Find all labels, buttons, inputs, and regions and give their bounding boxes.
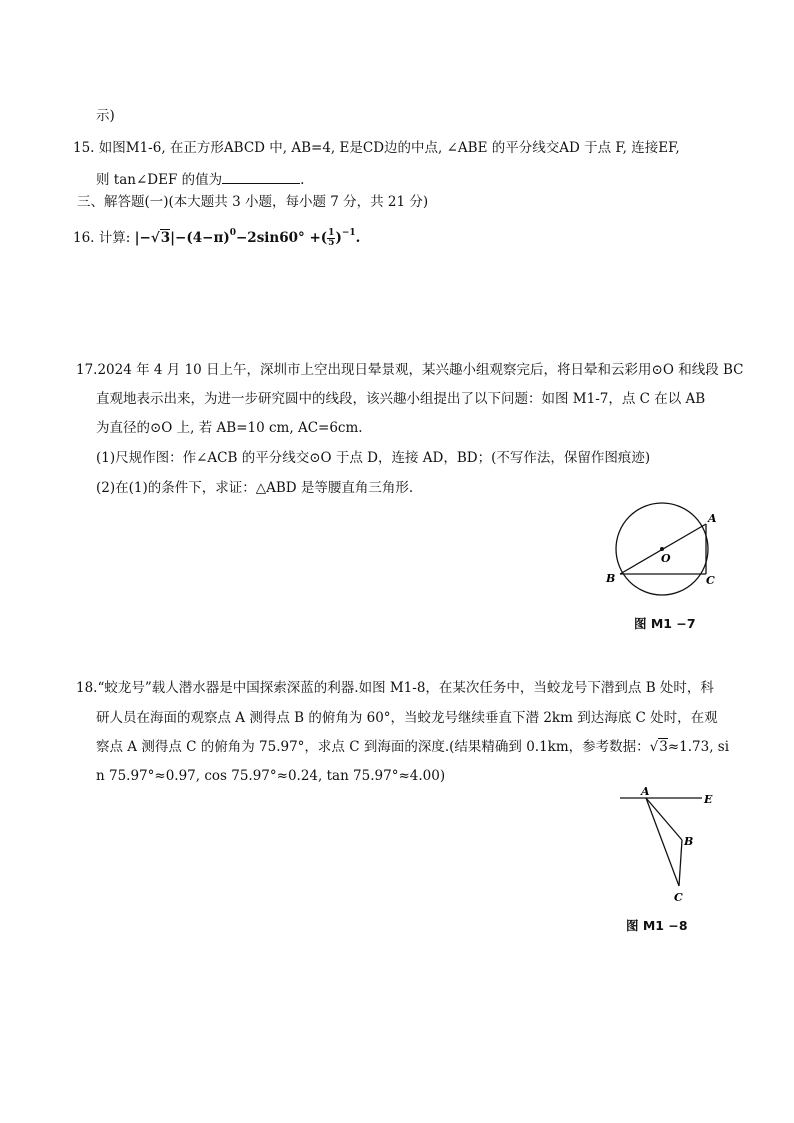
- label-e: E: [704, 793, 713, 806]
- q16-part3: −2sin60° +(: [235, 230, 328, 246]
- label-a: A: [641, 785, 650, 798]
- segment-bc: [679, 840, 682, 886]
- q18-sqrt-arg: 3: [659, 739, 668, 755]
- q16-frac-num: 1: [328, 228, 335, 238]
- label-b: B: [606, 572, 616, 585]
- q17-line1: 17.2024 年 4 月 10 日上午，深圳市上空出现日晕景观，某兴趣小组观察完后，将日晕和云彩用⊙O 和线段 BC: [76, 362, 744, 378]
- label-c: C: [706, 574, 715, 587]
- q17-part1: (1)尺规作图：作∠ACB 的平分线交⊙O 于点 D，连接 AD，BD；(不写作法，保留作图痕迹): [96, 450, 651, 466]
- q15-line2-text: 则 tan∠DEF 的值为: [96, 172, 223, 188]
- q16-line: [73, 220, 360, 251]
- segment-ab: [646, 798, 682, 840]
- label-a: A: [708, 512, 717, 525]
- label-c: C: [674, 891, 683, 904]
- q17-part2: (2)在(1)的条件下，求证：△ABD 是等腰直角三角形.: [96, 480, 414, 496]
- q16-prefix: 16. 计算:: [73, 230, 135, 246]
- label-o: O: [661, 552, 671, 565]
- q16-part1: |−: [134, 230, 151, 246]
- q15-line2-end: .: [300, 172, 305, 188]
- q16-exponent-neg1: −1: [341, 228, 356, 238]
- q18-line4: n 75.97°≈0.97, cos 75.97°≈0.24, tan 75.97°≈4.00): [96, 768, 446, 784]
- q18-line3-text: 察点 A 测得点 C 的俯角为 75.97°，求点 C 到海面的深度.(结果精确到 0.1km，参考数据：: [96, 739, 650, 755]
- q15-line1: 15. 如图M1-6, 在正方形ABCD 中, AB=4, E是CD边的中点, ∠ABE 的平分线交AD 于点 F, 连接EF,: [73, 140, 680, 156]
- segment-ac: [646, 798, 679, 886]
- figure-m1-7-caption: 图 M1 −7: [634, 616, 696, 631]
- q14-tail: 示): [96, 108, 115, 124]
- center-point: [660, 547, 664, 551]
- q16-part4: ): [335, 230, 342, 246]
- q16-expression: $|-√3|-(4-\pi)^0-2\sin 60^\circ$ +( $\frac{1}{5}$ )$^{-1}$.: [134, 228, 361, 248]
- figure-m1-8-caption: 图 M1 −8: [626, 918, 688, 933]
- q18-line1: 18.“蛟龙号”载人潜水器是中国探索深蓝的利器.如图 M1-8，在某次任务中，当蛟龙号下潜到点 B 处时，科: [76, 680, 714, 696]
- answer-blank: [222, 169, 300, 184]
- q17-line2: 直观地表示出来，为进一步研究圆中的线段，该兴趣小组提出了以下问题：如图 M1-7，点 C 在以 AB: [96, 391, 706, 407]
- q18-line3-end: ≈1.73, si: [667, 739, 730, 755]
- q16-sqrt-arg: 3: [160, 230, 171, 246]
- q16-part5: .: [355, 230, 361, 246]
- q16-frac-den: 5: [328, 238, 335, 248]
- figure-m1-8: [614, 782, 730, 908]
- figure-m1-7: [598, 496, 728, 596]
- q15-line2: [96, 169, 304, 190]
- label-b: B: [684, 835, 694, 848]
- q16-part2: |−(4−π): [170, 230, 230, 246]
- q18-line2: 研人员在海面的观察点 A 测得点 B 的俯角为 60°，当蛟龙号继续垂直下潜 2km 到达海底 C 处时，在观: [96, 710, 718, 726]
- section-header: 三、解答题(一)(本大题共 3 小题，每小题 7 分，共 21 分): [77, 194, 429, 210]
- q17-line3: 为直径的⊙O 上, 若 AB=10 cm, AC=6cm.: [96, 420, 363, 436]
- q16-exponent-zero: 0: [229, 228, 236, 238]
- q18-line3: 察点 A 测得点 C 的俯角为 75.97°，求点 C 到海面的深度.(结果精确到 0.1km，参考数据：√3≈1.73, si: [96, 739, 730, 755]
